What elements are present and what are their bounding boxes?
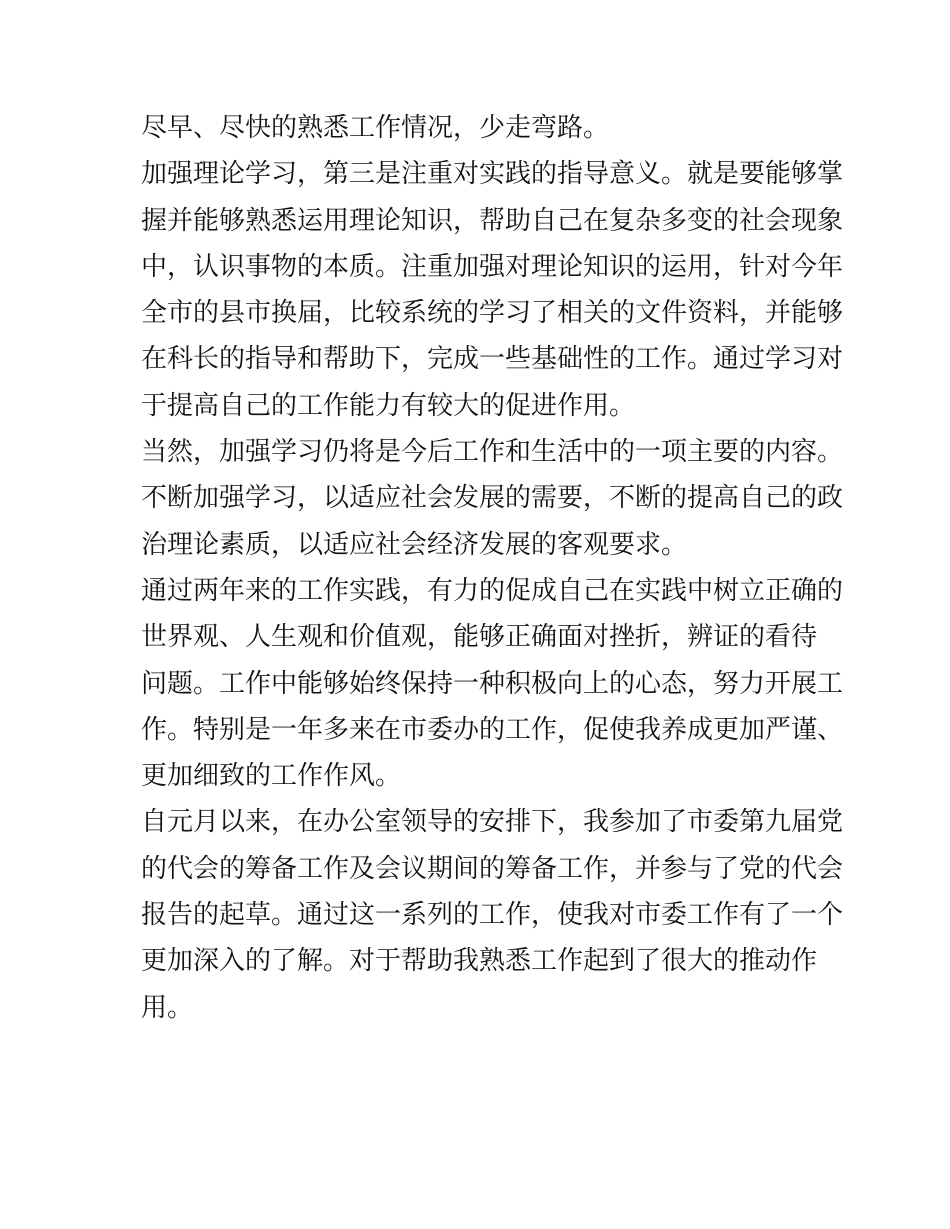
text-line: 全市的县市换届，比较系统的学习了相关的文件资料，并能够	[141, 298, 844, 329]
text-line: 中，认识事物的本质。注重加强对理论知识的运用，针对今年	[141, 251, 844, 282]
text-line: 握并能够熟悉运用理论知识，帮助自己在复杂多变的社会现象	[141, 205, 844, 236]
text-line: 不断加强学习，以适应社会发展的需要，不断的提高自己的政	[141, 483, 844, 514]
text-line: 用。	[141, 992, 194, 1023]
text-line: 治理论素质，以适应社会经济发展的客观要求。	[141, 529, 688, 560]
text-line: 自元月以来，在办公室领导的安排下，我参加了市委第九届党	[141, 807, 844, 838]
text-line: 作。特别是一年多来在市委办的工作，促使我养成更加严谨、	[141, 714, 844, 745]
text-line: 加强理论学习，第三是注重对实践的指导意义。就是要能够掌	[141, 159, 844, 190]
text-line: 于提高自己的工作能力有较大的促进作用。	[141, 390, 636, 421]
text-line: 尽早、尽快的熟悉工作情况，少走弯路。	[141, 113, 610, 143]
text-line: 问题。工作中能够始终保持一种积极向上的心态，努力开展工	[141, 668, 844, 699]
text-line: 更加深入的了解。对于帮助我熟悉工作起到了很大的推动作	[141, 946, 818, 977]
text-line: 通过两年来的工作实践，有力的促成自己在实践中树立正确的	[141, 575, 844, 606]
text-line: 在科长的指导和帮助下，完成一些基础性的工作。通过学习对	[141, 344, 844, 375]
document-body	[141, 105, 844, 1031]
text-line: 报告的起草。通过这一系列的工作，使我对市委工作有了一个	[141, 900, 844, 931]
text-line: 更加细致的工作作风。	[141, 761, 402, 792]
text-line: 世界观、人生观和价值观，能够正确面对挫折，辨证的看待	[141, 622, 818, 653]
text-line: 当然，加强学习仍将是今后工作和生活中的一项主要的内容。	[141, 437, 844, 468]
text-line: 的代会的筹备工作及会议期间的筹备工作，并参与了党的代会	[141, 853, 844, 884]
